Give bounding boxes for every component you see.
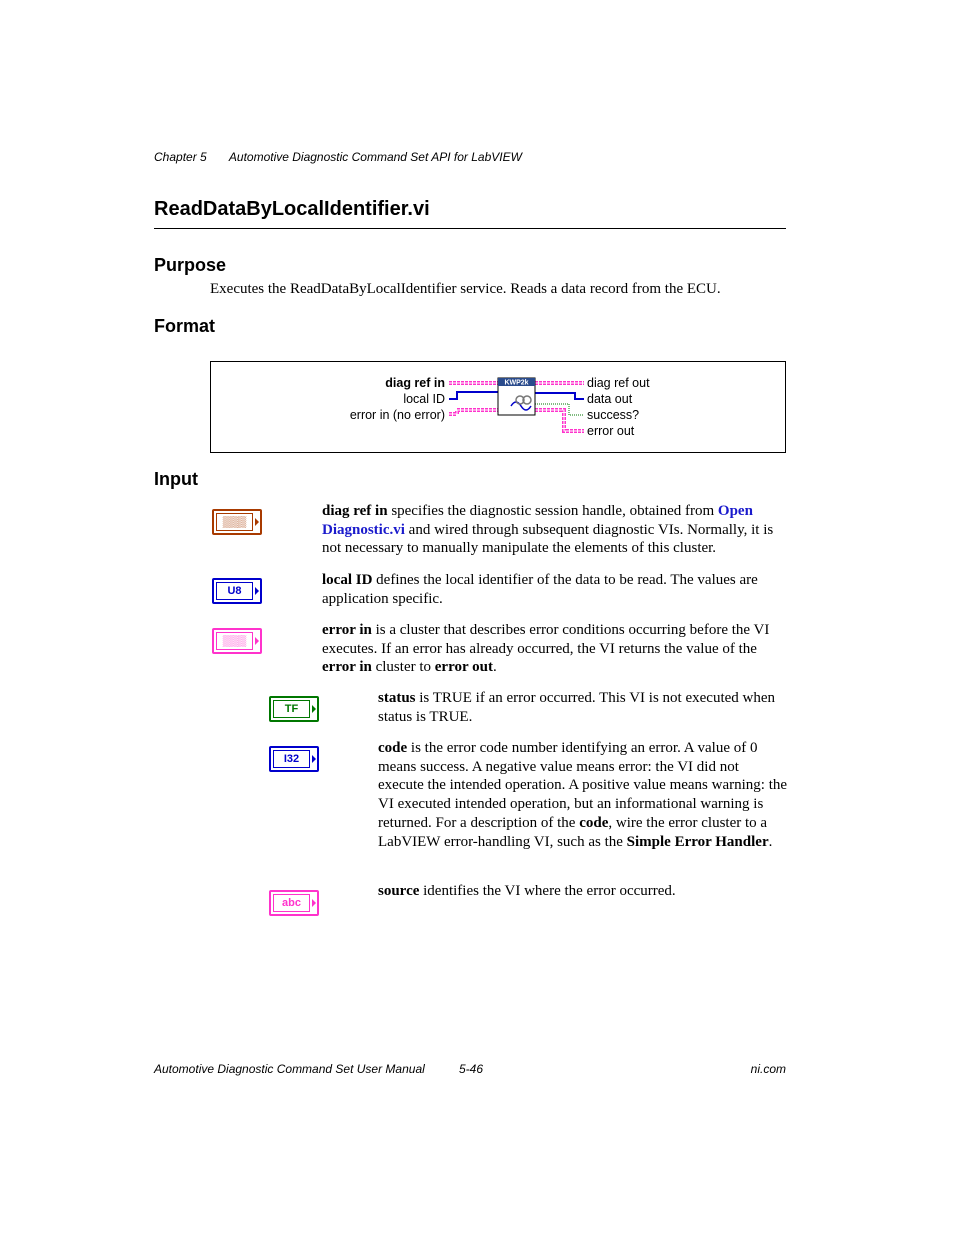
footer-website: ni.com bbox=[750, 1062, 786, 1076]
cluster-terminal-icon: ▒▒▒ bbox=[212, 509, 262, 535]
error-out-label: error out bbox=[587, 424, 635, 438]
footer-page-number: 5-46 bbox=[459, 1062, 484, 1076]
chapter-title: Automotive Diagnostic Command Set API for LabVIEW bbox=[228, 150, 522, 164]
open-diagnostic-link[interactable]: Open Diagnostic.vi bbox=[322, 503, 753, 538]
param-diag-ref-in: diag ref in specifies the diagnostic session handle, obtained from Open Diagnostic.vi and wired through subsequent diagnostic VIs. Normally, it is not necessary to manually manipulate the elements of this cluster. bbox=[322, 503, 774, 557]
running-header bbox=[154, 150, 522, 164]
footer-manual-title: Automotive Diagnostic Command Set User Manual bbox=[154, 1062, 425, 1076]
diag-ref-in-label: diag ref in bbox=[385, 376, 445, 390]
vi-icon-label: KWP2k bbox=[504, 379, 529, 387]
error-in-label: error in (no error) bbox=[349, 408, 445, 422]
connector-pane-diagram bbox=[210, 361, 786, 453]
data-out-label: data out bbox=[587, 392, 633, 406]
input-heading: Input bbox=[154, 469, 198, 489]
param-error-in: error in is a cluster that describes error conditions occurring before the VI executes. If an error has already occurred, the VI returns the value of the error in cluster to error out. bbox=[322, 622, 770, 676]
page-title: ReadDataByLocalIdentifier.vi bbox=[154, 198, 430, 220]
local-id-label: local ID bbox=[403, 392, 445, 406]
chapter-label: Chapter 5 bbox=[154, 150, 207, 164]
title-divider bbox=[154, 228, 786, 229]
boolean-terminal-icon: TF bbox=[269, 696, 319, 722]
purpose-text: Executes the ReadDataByLocalIdentifier service. Reads a data record from the ECU. bbox=[210, 281, 721, 297]
param-status: status is TRUE if an error occurred. This VI is not executed when status is TRUE. bbox=[378, 690, 776, 725]
string-terminal-icon: abc bbox=[269, 890, 319, 916]
i32-terminal-icon: I32 bbox=[269, 746, 319, 772]
format-heading: Format bbox=[154, 316, 216, 336]
u8-terminal-icon: U8 bbox=[212, 578, 262, 604]
error-cluster-icon: ▒▒▒ bbox=[212, 628, 262, 654]
param-code: code is the error code number identifying an error. A value of 0 means success. A negative value means error: the VI did not execute the intended operation. A positive value means warning: the VI executed intended operation, but an informational warning is returned. For a description of the code, wire the error cluster to a LabVIEW error-handling VI, such as the Simple Error Handler. bbox=[378, 740, 788, 850]
purpose-heading: Purpose bbox=[154, 255, 227, 275]
diag-ref-out-label: diag ref out bbox=[587, 376, 650, 390]
success-label: success? bbox=[587, 408, 640, 422]
wiring-diagram bbox=[211, 362, 785, 452]
param-local-id: local ID defines the local identifier of the data to be read. The values are application specific. bbox=[322, 572, 758, 607]
param-source: source identifies the VI where the error occurred. bbox=[378, 883, 676, 899]
